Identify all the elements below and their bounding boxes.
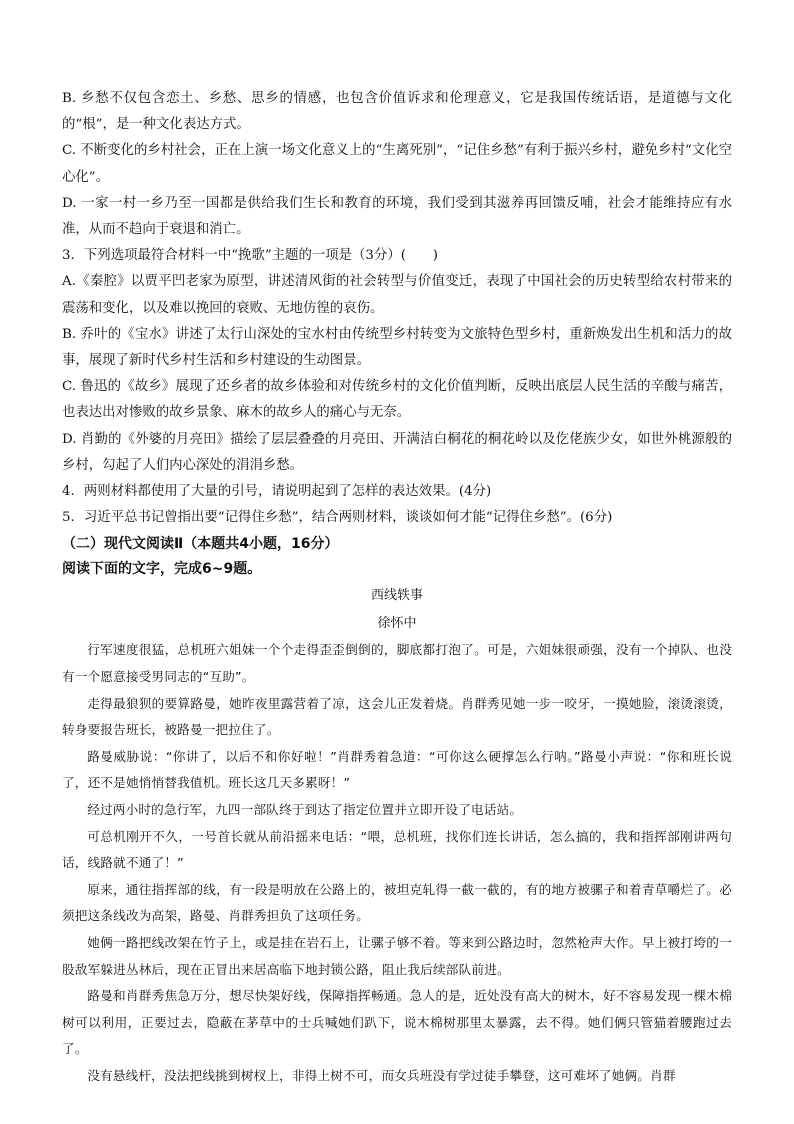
story-title: 西线轶事 xyxy=(370,588,423,604)
section-heading: （二）现代文阅读Ⅱ（本题共4小题，16分） xyxy=(62,536,339,553)
question-4: 4．两则材料都使用了大量的引号，请说明起到了怎样的表达效果。(4分) xyxy=(62,484,492,500)
story-paragraph: 路曼和肖群秀焦急万分，想尽快架好线，保障指挥畅通。急人的是，近处没有高大的树木，好不容易发现一棵木棉树可以利用，正要过去，隐蔽在茅草中的士兵喊她们趴下，说木棉树那里太暴露，去不得。她们俩只管猫着腰跑过去了。 xyxy=(62,988,732,1057)
question-5: 5．习近平总书记曾指出要“记得住乡愁”，结合两则材料，谈谈如何才能“记得住乡愁”。(6分) xyxy=(62,510,613,526)
question-3-option-c: C. 鲁迅的《故乡》展现了还乡者的故乡体验和对传统乡村的文化价值判断，反映出底层人民生活的辛酸与痛苦，也表达出对惨败的故乡景象、麻木的故乡人的痛心与无奈。 xyxy=(62,379,732,421)
story-author: 徐怀中 xyxy=(377,616,417,632)
story-paragraph: 没有悬线杆，没法把线挑到树杈上，非得上树不可，而女兵班没有学过徒手攀登，这可难坏了她俩。肖群 xyxy=(87,1067,676,1083)
story-paragraph: 原来，通往指挥部的线，有一段是明放在公路上的，被坦克轧得一截一截的，有的地方被骡子和着青草嚼烂了。必须把这条线改为高架，路曼、肖群秀担负了这项任务。 xyxy=(62,881,732,924)
option-d-prev: D. 一家一村一乡乃至一国都是供给我们生长和教育的环境，我们受到其滋养再回馈反哺，社会才能维持应有水准，从而不趋向于衰退和消亡。 xyxy=(62,195,732,238)
story-paragraph: 经过两小时的急行军，九四一部队终于到达了指定位置并立即开设了电话站。 xyxy=(87,802,523,818)
option-c-prev: C. 不断变化的乡村社会，正在上演一场文化意义上的“生离死别”，“记住乡愁”有利于振兴乡村，避免乡村“文化空心化”。 xyxy=(62,143,732,185)
question-3-option-d: D. 肖勤的《外婆的月亮田》描绘了层层叠叠的月亮田、开满洁白桐花的桐花岭以及仡佬族少女，如世外桃源般的乡村，勾起了人们内心深处的涓涓乡愁。 xyxy=(62,431,732,473)
option-b-prev: B. 乡愁不仅包含恋土、乡愁、思乡的情感，也包含价值诉求和伦理意义，它是我国传统话语，是道德与文化的“根”，是一种文化表达方式。 xyxy=(62,91,732,133)
story-paragraph: 走得最狼狈的要算路曼，她昨夜里露营着了凉，这会儿正发着烧。肖群秀见她一步一咬牙，一摸她脸，滚烫滚烫，转身要报告班长，被路曼一把拉住了。 xyxy=(62,695,732,738)
question-3-option-a: A.《秦腔》以贾平凹老家为原型，讲述清风街的社会转型与价值变迁，表现了中国社会的历史转型给农村带来的震荡和变化，以及难以挽回的衰败、无地仿徨的哀伤。 xyxy=(62,274,732,316)
story-paragraph: 行军速度很猛，总机班六姐妹一个个走得歪歪倒倒的，脚底都打泡了。可是，六姐妹很顽强，没有一个掉队、也没有一个愿意接受男同志的“互助”。 xyxy=(62,642,732,685)
question-3-option-b: B. 乔叶的《宝水》讲述了太行山深处的宝水村由传统型乡村转变为文旅特色型乡村，重新焕发出生机和活力的故事，展现了新时代乡村生活和乡村建设的生动图景。 xyxy=(62,326,732,369)
story-paragraph: 可总机刚开不久，一号首长就从前沿摇来电话：“喂，总机班，找你们连长讲话，怎么搞的，我和指挥部刚讲两句话，线路就不通了！” xyxy=(62,828,732,871)
story-paragraph: 路曼威胁说：“你讲了，以后不和你好啦！”肖群秀着急道：“可你这么硬撑怎么行呐。”路曼小声说：“你和班长说了，还不是她悄悄替我值机。班长这几天多累呀！” xyxy=(62,748,732,791)
question-3-stem: 3．下列选项最符合材料一中“挽歌”主题的一项是（3分）( ) xyxy=(62,248,438,264)
reading-instruction: 阅读下面的文字，完成6~9题。 xyxy=(62,561,262,578)
story-paragraph: 她俩一路把线改架在竹子上，或是挂在岩石上，让骡子够不着。等来到公路边时，忽然枪声大作。早上被打垮的一股敌军躲进丛林后，现在正冒出来居高临下地封锁公路，阻止我后续部队前进。 xyxy=(62,934,732,977)
